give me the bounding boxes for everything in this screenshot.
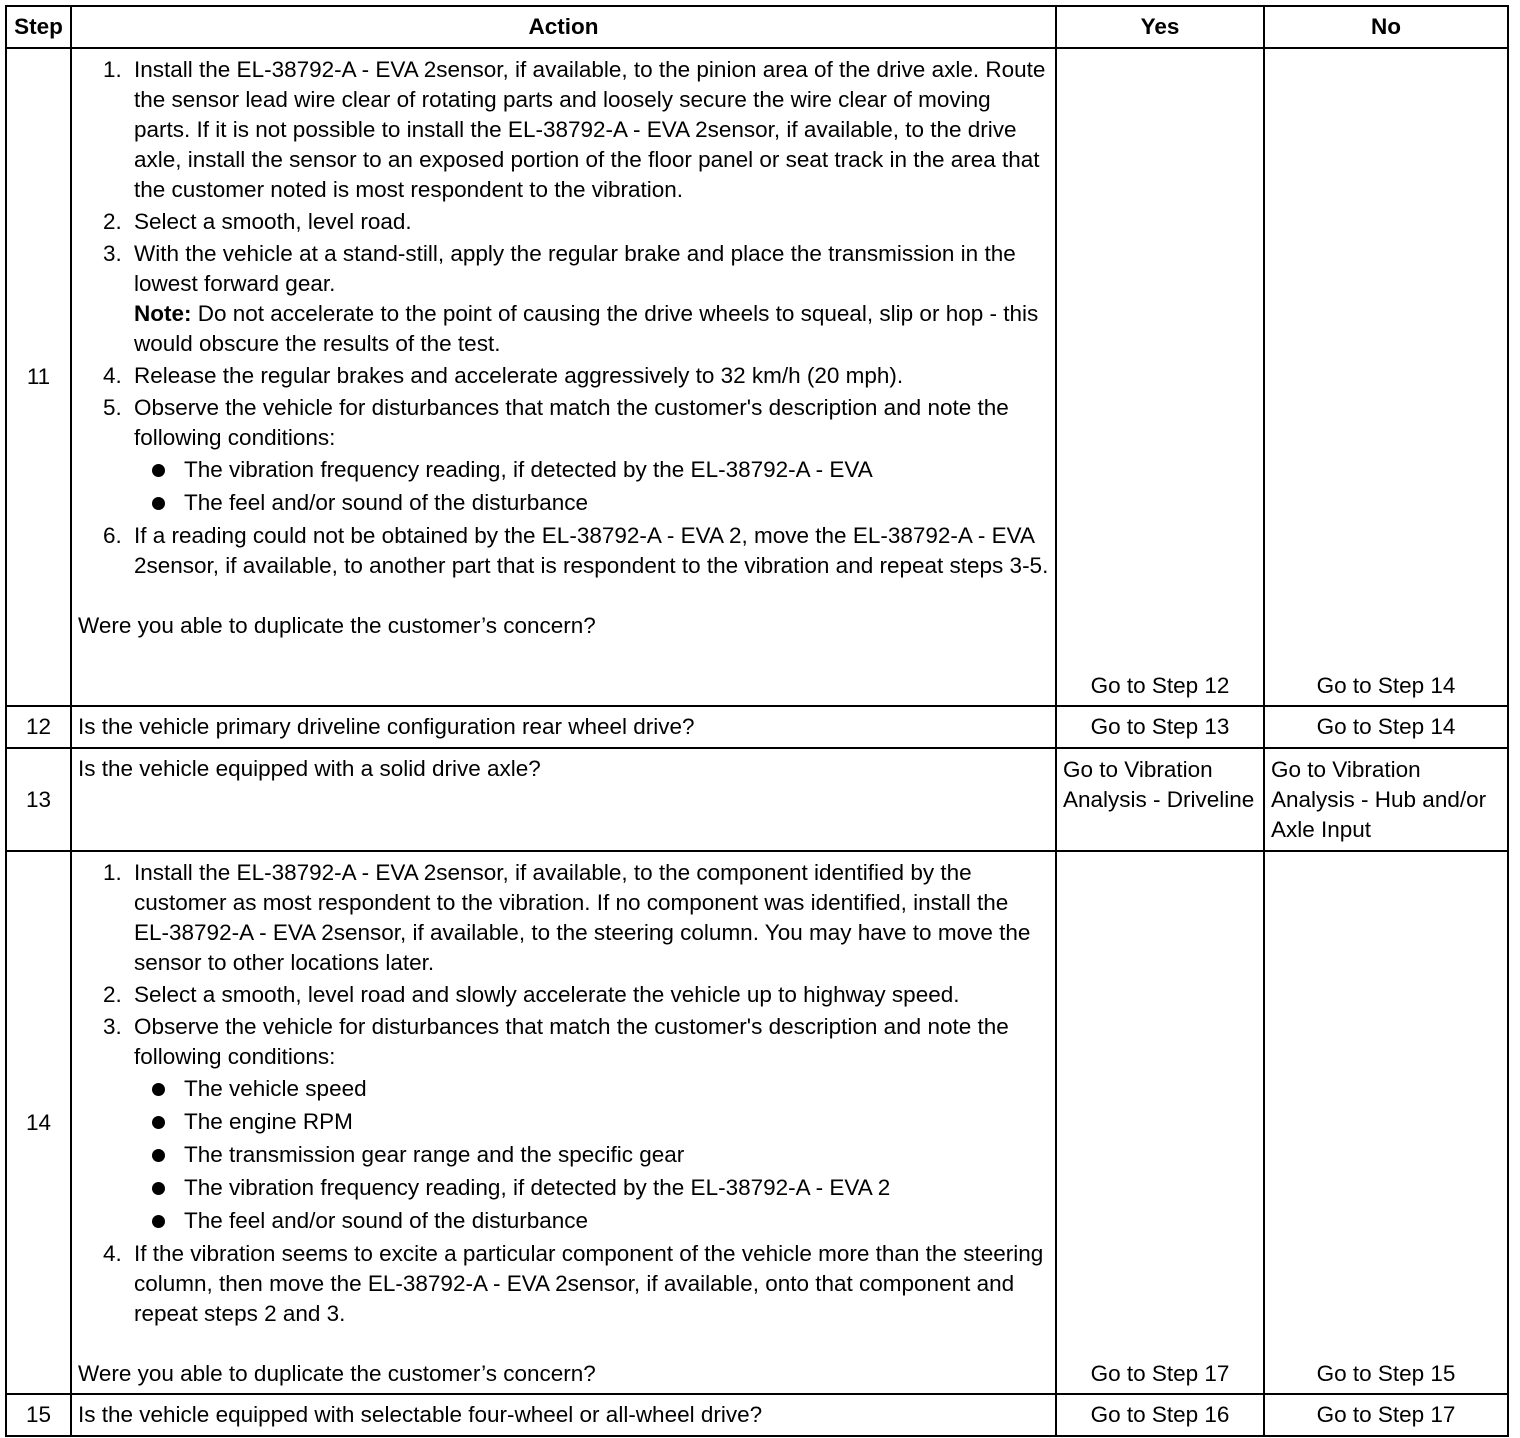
bullet-item: The feel and/or sound of the disturbance [150,488,1049,518]
bullet-icon [152,1116,165,1129]
bullet-icon [152,1215,165,1228]
note-text: Do not accelerate to the point of causing the drive wheels to squeal, slip or hop - this would obscure the results of the test. [134,301,1039,356]
bullet-item: The engine RPM [150,1107,1049,1137]
list-item [128,1012,1049,1236]
list-item: 1. Install the EL-38792-A - EVA 2sensor, if available, to the pinion area of the drive axle. Route the sensor lead wire clear of rotating parts and loosely secure the wire clear of moving parts. If it is not possible to install the EL-38792-A - EVA 2sensor, if available, to the drive axle, install the sensor to an exposed portion of the floor panel or seat track in the area that the customer noted is most respondent to the vibration. [128,55,1049,205]
no-result: Go to Vibration Analysis - Hub and/or Axle Input [1264,748,1508,851]
list-item: 1. Install the EL-38792-A - EVA 2sensor, if available, to the component identified by the customer as most respondent to the vibration. If no component was identified, install the EL-38792-A - EVA 2sensor, if available, to the steering column. You may have to move the sensor to other locations later. [128,858,1049,978]
note-label: Note: [134,301,192,326]
bullet-icon [152,464,165,477]
list-item: 6. If a reading could not be obtained by the EL-38792-A - EVA 2, move the EL-38792-A - EVA 2sensor, if available, to another part that is respondent to the vibration and repeat steps 3-5. [128,521,1049,581]
step-number: 15 [6,1394,71,1436]
bullet-item: The vibration frequency reading, if detected by the EL-38792-A - EVA 2 [150,1173,1049,1203]
bullet-icon [152,497,165,510]
table-row [6,1394,1508,1436]
action-cell [71,48,1056,706]
no-result: Go to Step 14 [1264,706,1508,748]
bullet-item: The feel and/or sound of the disturbance [150,1206,1049,1236]
question-text: Is the vehicle primary driveline configuration rear wheel drive? [71,706,1056,748]
question-text: Were you able to duplicate the customer’s concern? [78,613,596,638]
step-number: 12 [6,706,71,748]
table-row [6,748,1508,851]
step-number: 11 [6,48,71,706]
bullet-list [134,1074,1049,1236]
yes-result: Go to Step 13 [1056,706,1264,748]
bullet-icon [152,1182,165,1195]
yes-result: Go to Step 12 [1056,48,1264,706]
question-text: Is the vehicle equipped with selectable four-wheel or all-wheel drive? [71,1394,1056,1436]
list-item-text: With the vehicle at a stand-still, apply the regular brake and place the transmission in the lowest forward gear. [134,241,1016,296]
list-item: 2. Select a smooth, level road. [128,207,1049,237]
action-cell [71,851,1056,1394]
list-item-text: Observe the vehicle for disturbances that match the customer's description and note the following conditions: [134,1014,1009,1069]
question-text: Were you able to duplicate the customer’s concern? [78,1361,596,1386]
no-result: Go to Step 17 [1264,1394,1508,1436]
bullet-icon [152,1083,165,1096]
header-step: Step [6,6,71,48]
yes-result: Go to Vibration Analysis - Driveline [1056,748,1264,851]
list-item: 4. Release the regular brakes and accelerate aggressively to 32 km/h (20 mph). [128,361,1049,391]
list-item [128,239,1049,359]
bullet-item: The vehicle speed [150,1074,1049,1104]
list-item-text: Observe the vehicle for disturbances that match the customer's description and note the following conditions: [134,395,1009,450]
no-result: Go to Step 15 [1264,851,1508,1394]
step-number: 13 [6,748,71,851]
list-item: 2. Select a smooth, level road and slowly accelerate the vehicle up to highway speed. [128,980,1049,1010]
bullet-list [134,455,1049,518]
header-no: No [1264,6,1508,48]
bullet-item: The transmission gear range and the specific gear [150,1140,1049,1170]
bullet-item: The vibration frequency reading, if detected by the EL-38792-A - EVA [150,455,1049,485]
table-row [6,48,1508,706]
diagnostic-table [5,5,1509,1437]
yes-result: Go to Step 17 [1056,851,1264,1394]
header-yes: Yes [1056,6,1264,48]
header-row [6,6,1508,48]
table-row [6,851,1508,1394]
list-item: 4. If the vibration seems to excite a particular component of the vehicle more than the steering column, then move the EL-38792-A - EVA 2sensor, if available, onto that component and repeat steps 2 and 3. [128,1239,1049,1329]
no-result: Go to Step 14 [1264,48,1508,706]
table-row [6,706,1508,748]
step-number: 14 [6,851,71,1394]
list-item [128,393,1049,518]
header-action: Action [71,6,1056,48]
bullet-icon [152,1149,165,1162]
yes-result: Go to Step 16 [1056,1394,1264,1436]
question-text: Is the vehicle equipped with a solid drive axle? [71,748,1056,851]
action-list [78,858,1049,1329]
action-list [78,55,1049,581]
